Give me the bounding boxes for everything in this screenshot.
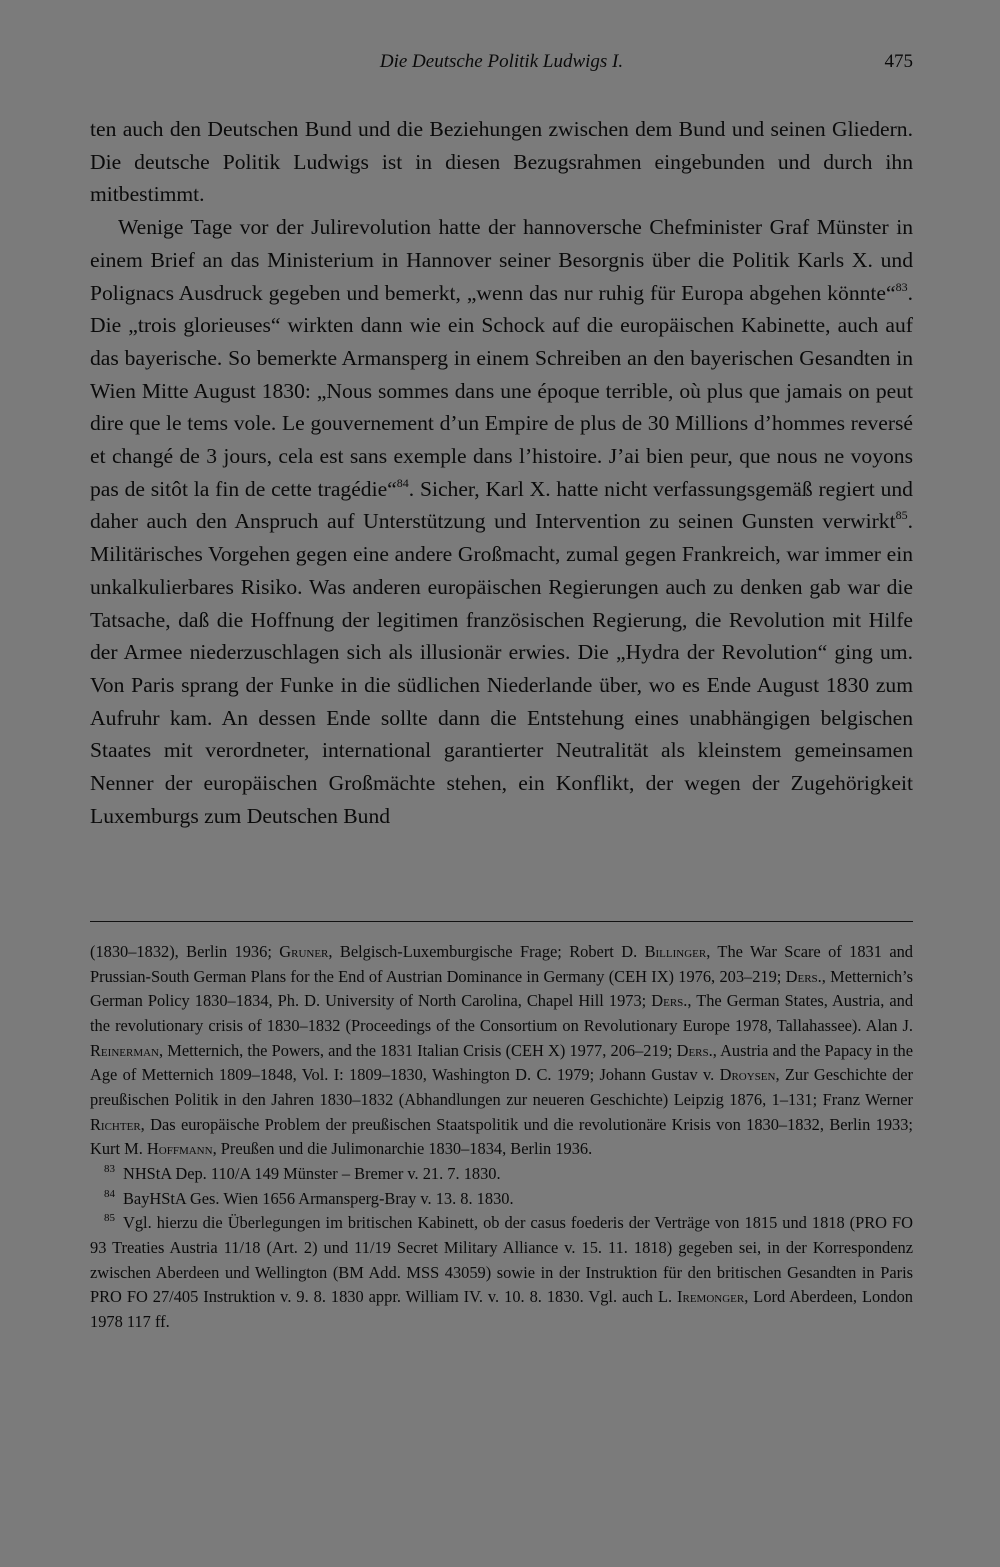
author-ders: Ders.	[651, 991, 688, 1011]
footnote-85	[90, 1211, 913, 1334]
footnote-number: 85	[104, 1212, 115, 1225]
footnotes	[90, 940, 913, 1335]
paragraph-1: ten auch den Deutschen Bund und die Beziehungen zwischen dem Bund und seinen Gliedern. Die deutsche Politik Ludwigs ist in diesen Bezugsrahmen eingebunden und durch ihn mitbestimmt.	[90, 117, 913, 207]
footnote-number: 83	[104, 1162, 115, 1175]
fn-cont-text: (1830–1832), Berlin 1936;	[90, 942, 280, 961]
author-reinerman: Reinerman	[90, 1040, 159, 1060]
author-droysen: Droysen	[719, 1065, 776, 1085]
footnote-number: 84	[104, 1187, 115, 1200]
author-ders: Ders.	[785, 966, 822, 986]
paragraph-2-part-d: . Militärisches Vorgehen gegen eine andere Großmacht, zumal gegen Frankreich, war immer ein unkalkulierbares Risiko. Was anderen europäischen Regierungen auch zu denken gab war die Tatsache, daß die Hoffnung der legitimen französischen Regierung, die Revolution mit Hilfe der Armee niederzuschlagen sich als illusionär erwies. Die „Hydra der Revolution“ ging um. Von Paris sprang der Funke in die südlichen Niederlande über, wo es Ende August 1830 zum Aufruhr kam. An dessen Ende sollte dann die Entstehung eines unabhängigen belgischen Staates mit verordneter, international garantierter Neutralität als kleinstem gemeinsamen Nenner der europäischen Großmächte stehen, ein Konflikt, der wegen der Zugehörigkeit Luxemburgs zum Deutschen Bund	[90, 509, 913, 828]
fn-cont-text: , Metternich, the Powers, and the 1831 Italian Crisis (CEH X) 1977, 206–219;	[158, 1040, 677, 1060]
author-gruner: Gruner	[279, 942, 329, 961]
paragraph-2	[90, 211, 913, 832]
fn-cont-text: , The German States, Austria, and the revolutionary crisis of 1830–1832 (Proceedings of the Consortium on Revolutionary Europe 1978, Tallahassee). Alan J.	[90, 991, 914, 1035]
footnote-ref-84[interactable]: 84	[396, 475, 409, 490]
footnote-text: BayHStA Ges. Wien 1656 Armansperg-Bray v. 13. 8. 1830.	[123, 1188, 514, 1208]
fn-cont-text: , Preußen und die Julimonarchie 1830–1834, Berlin 1936.	[212, 1139, 593, 1159]
running-head	[90, 47, 913, 77]
paragraph-2-part-a: Wenige Tage vor der Julirevolution hatte der hannoversche Chefminister Graf Münster in einem Brief an das Ministerium in Hannover seiner Besorgnis über die Politik Karls X. und Polignacs Ausdruck gegeben und bemerkt, „wenn das nur ruhig für Europa abgehen könnte“	[90, 215, 913, 305]
fn-cont-text: , Belgisch-Luxemburgische Frage; Robert D.	[328, 942, 645, 961]
running-head-title: Die Deutsche Politik Ludwigs I.	[379, 51, 624, 72]
fn-cont-text: , Metternich’s German Policy 1830–1834, Ph. D. University of North Carolina, Chapel Hill 1973;	[90, 966, 913, 1011]
fn-cont-text: , Austria and the Papacy in the Age of Metternich 1809–1848, Vol. I: 1809–1830, Washington D. C. 1979; Johann Gustav v.	[90, 1040, 913, 1085]
footnote-83	[90, 1162, 913, 1187]
fn-cont-text: , Zur Geschichte der preußischen Politik in den Jahren 1830–1832 (Abhandlungen zur neueren Geschichte) Leipzig 1876, 1–131; Franz Werner	[90, 1065, 913, 1109]
author-billinger: Billinger	[644, 942, 707, 961]
fn-cont-text: , Das europäische Problem der preußischen Staatspolitik und die revolutionäre Krisis von 1830–1832, Berlin 1933; Kurt M.	[90, 1114, 913, 1159]
body-text	[90, 113, 913, 832]
footnote-text: Vgl. hierzu die Überlegungen im britischen Kabinett, ob der casus foederis der Verträge von 1815 und 1818 (PRO FO 93 Treaties Austria 11/18 (Art. 2) und 11/19 Secret Military Alliance v. 15. 11. 1818) gegeben sei, in der Korrespondenz zwischen Aberdeen und Wellington (BM Add. MSS 43059) sowie in der Instruktion für den britischen Gesandten in Paris PRO FO 27/405 Instruktion v. 9. 8. 1830 appr. William IV. v. 10. 8. 1830. Vgl. auch L.	[90, 1213, 913, 1307]
paragraph-2-part-b: . Die „trois glorieuses“ wirkten dann wie ein Schock auf die europäischen Kabinette, auch auf das bayerische. So bemerkte Armansperg in einem Schreiben an den bayerischen Gesandten in Wien Mitte August 1830: „Nous sommes dans une époque terrible, où plus que jamais on peut dire que le tems vole. Le gouvernement d’un Empire de plus de 30 Millions d’hommes reversé et changé de 3 jours, cela est sans exemple dans l’histoire. J’ai bien peur, que nous ne voyons pas de sitôt la fin de cette tragédie“	[90, 280, 913, 501]
footnote-continuation	[90, 940, 913, 1162]
footnote-ref-85[interactable]: 85	[895, 508, 908, 523]
fn-cont-text: , The War Scare of 1831 and Prussian-South German Plans for the End of Austrian Dominance in Germany (CEH IX) 1976, 203–219;	[90, 942, 913, 986]
footnote-84	[90, 1187, 913, 1212]
author-ders: Ders.	[676, 1040, 713, 1060]
footnote-ref-83[interactable]: 83	[895, 279, 908, 294]
author-iremonger: Iremonger	[677, 1287, 745, 1307]
paragraph-2-part-c: . Sicher, Karl X. hatte nicht verfassungsgemäß regiert und daher auch den Anspruch auf Unterstützung und Intervention zu seinen Gunsten verwirkt	[90, 476, 913, 534]
author-richter: Richter	[90, 1114, 141, 1134]
footnote-text: NHStA Dep. 110/A 149 Münster – Bremer v. 21. 7. 1830.	[123, 1163, 501, 1183]
footnote-text-end: , Lord Aberdeen, London 1978 117 ff.	[90, 1287, 913, 1331]
page-number: 475	[884, 51, 913, 72]
footnote-divider	[90, 921, 913, 922]
author-hoffmann: Hoffmann	[146, 1139, 213, 1159]
